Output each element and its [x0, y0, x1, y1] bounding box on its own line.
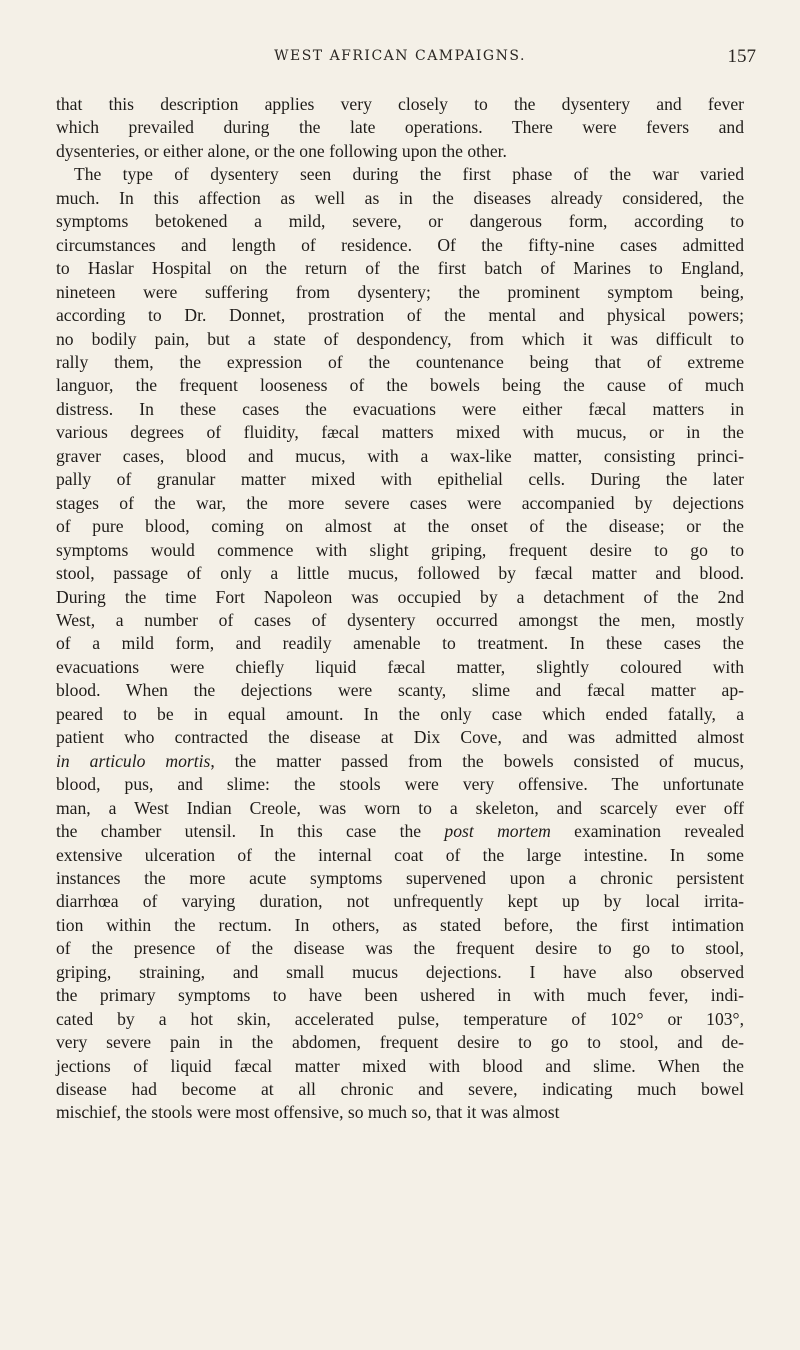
text-line: various degrees of fluidity, fæcal matters mixed with mucus, or in the: [56, 422, 744, 443]
text-line: disease had become at all chronic and severe, indicating much bowel: [56, 1079, 744, 1100]
text-line: blood. When the dejections were scanty, slime and fæcal matter ap-: [56, 680, 744, 701]
text-line: The type of dysentery seen during the first phase of the war varied: [74, 164, 744, 185]
text-fragment: the chamber utensil. In this case the: [56, 821, 445, 842]
text-line: to Haslar Hospital on the return of the first batch of Marines to England,: [56, 258, 744, 279]
text-line: the primary symptoms to have been ushered in with much fever, indi-: [56, 985, 744, 1006]
page-number: 157: [727, 46, 756, 67]
text-line: very severe pain in the abdomen, frequent desire to go to stool, and de-: [56, 1032, 744, 1053]
text-line: jections of liquid fæcal matter mixed with blood and slime. When the: [56, 1055, 744, 1076]
text-line: distress. In these cases the evacuations were either fæcal matters in: [56, 398, 744, 419]
paragraph-dysentery: [56, 163, 744, 1125]
text-line: languor, the frequent looseness of the bowels being the cause of much: [56, 375, 744, 396]
text-line: [56, 750, 744, 773]
text-line: nineteen were suffering from dysentery; the prominent symptom being,: [56, 281, 744, 302]
text-line: tion within the rectum. In others, as stated before, the first intimation: [56, 914, 744, 935]
running-title: WEST AFRICAN CAMPAIGNS.: [274, 48, 526, 64]
text-line: that this description applies very closely to the dysentery and fever: [56, 94, 744, 114]
text-line: West, a number of cases of dysentery occurred amongst the men, mostly: [56, 609, 744, 630]
text-line: of the presence of the disease was the frequent desire to go to stool,: [56, 938, 744, 959]
text-line: symptoms betokened a mild, severe, or dangerous form, according to: [56, 211, 744, 232]
text-line: blood, pus, and slime: the stools were very offensive. The unfortunate: [56, 774, 744, 795]
text-line: diarrhœa of varying duration, not unfrequently kept up by local irrita-: [56, 891, 744, 912]
text-line: of a mild form, and readily amenable to treatment. In these cases the: [56, 633, 744, 654]
text-fragment: , the matter passed from the bowels consisted of mucus,: [210, 750, 745, 771]
text-line: stages of the war, the more severe cases were accompanied by dejections: [56, 492, 744, 513]
paragraph-continued: [56, 93, 744, 163]
text-line: extensive ulceration of the internal coat of the large intestine. In some: [56, 844, 744, 865]
text-line: rally them, the expression of the countenance being that of extreme: [56, 351, 744, 372]
italic-phrase: in articulo mortis: [56, 750, 211, 771]
text-line: which prevailed during the late operations. There were fevers and: [56, 117, 744, 138]
text-line: [56, 820, 744, 843]
text-line: much. In this affection as well as in the diseases already considered, the: [56, 187, 744, 208]
text-line: stool, passage of only a little mucus, followed by fæcal matter and blood.: [56, 563, 744, 584]
text-line: mischief, the stools were most offensive, so much so, that it was almost: [56, 1102, 560, 1123]
text-line: evacuations were chiefly liquid fæcal matter, slightly coloured with: [56, 656, 744, 677]
text-line: pally of granular matter mixed with epithelial cells. During the later: [56, 469, 744, 490]
text-line: circumstances and length of residence. Of the fifty-nine cases admitted: [56, 234, 744, 255]
text-line: symptoms would commence with slight griping, frequent desire to go to: [56, 539, 744, 560]
text-line: according to Dr. Donnet, prostration of the mental and physical powers;: [56, 305, 744, 326]
text-line: instances the more acute symptoms supervened upon a chronic persistent: [56, 867, 744, 888]
body-text: [56, 93, 744, 1125]
text-line: peared to be in equal amount. In the only case which ended fatally, a: [56, 703, 744, 724]
italic-phrase: post mortem: [444, 821, 551, 842]
text-line: griping, straining, and small mucus dejections. I have also observed: [56, 961, 744, 982]
text-line: of pure blood, coming on almost at the onset of the disease; or the: [56, 516, 744, 537]
text-line: cated by a hot skin, accelerated pulse, temperature of 102° or 103°,: [56, 1008, 744, 1029]
text-line: During the time Fort Napoleon was occupied by a detachment of the 2nd: [56, 586, 744, 607]
text-line: man, a West Indian Creole, was worn to a skeleton, and scarcely ever off: [56, 797, 744, 818]
text-line: patient who contracted the disease at Dix Cove, and was admitted almost: [56, 727, 744, 748]
text-fragment: examination revealed: [550, 821, 744, 842]
text-line: graver cases, blood and mucus, with a wax-like matter, consisting princi-: [56, 445, 744, 466]
text-line: dysenteries, or either alone, or the one following upon the other.: [56, 140, 507, 161]
text-line: no bodily pain, but a state of despondency, from which it was difficult to: [56, 328, 744, 349]
